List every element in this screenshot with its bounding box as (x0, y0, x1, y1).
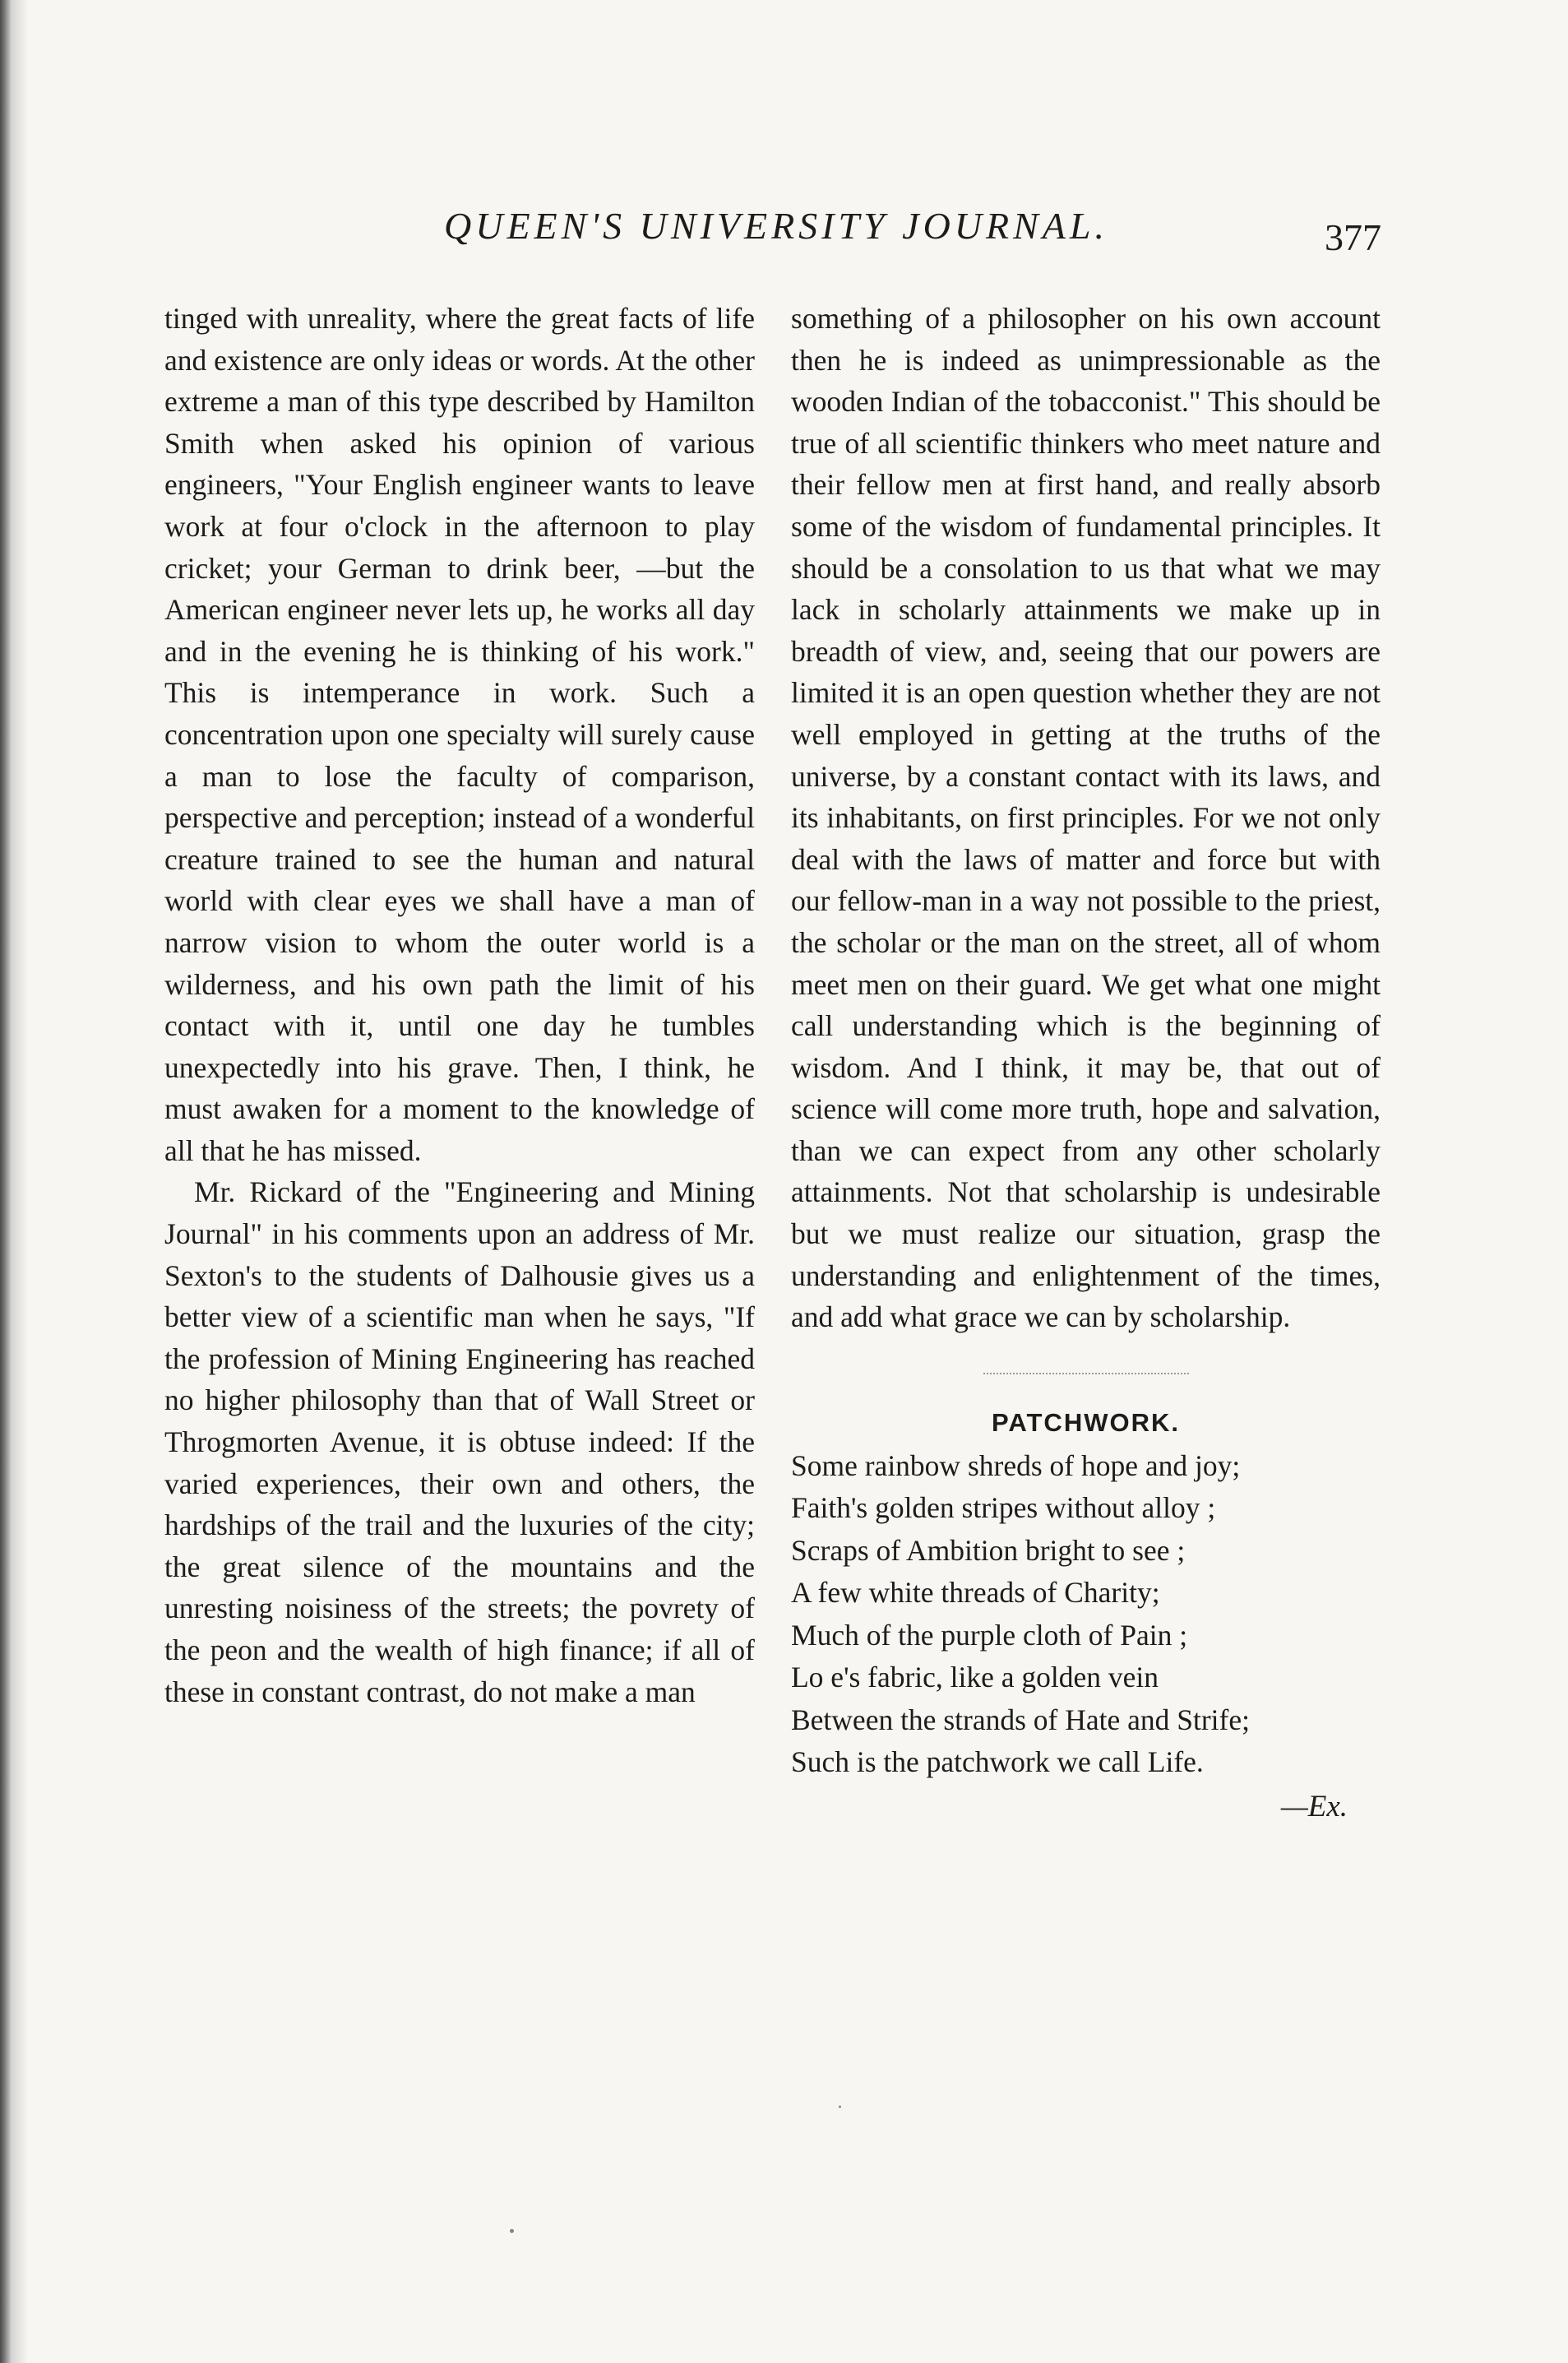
left-paragraph-1: tinged with unreality, where the great facts of life and existence are only ideas or words. At the other extreme a man of this type described by Hamilton Smith when asked his opinion of various engineers, "Your English engineer wants to leave work at four o'clock in the afternoon to play cricket; your German to drink beer, —but the American engineer never lets up, he works all day and in the evening he is thinking of his work." This is intemperance in work. Such a concentration upon one specialty will surely cause a man to lose the faculty of comparison, perspective and perception; instead of a wonderful creature trained to see the human and natural world with clear eyes we shall have a man of narrow vision to whom the outer world is a wilderness, and his own path the limit of his contact with it, until one day he tumbles unexpectedly into his grave. Then, I think, he must awaken for a moment to the knowledge of all that he has missed. (164, 302, 755, 1167)
print-speck (510, 2229, 514, 2233)
section-divider (983, 1373, 1189, 1374)
page-binding-edge (0, 0, 28, 2363)
right-column (791, 298, 1381, 1830)
left-paragraph-2: Mr. Rickard of the "Engineering and Mining Journal" in his comments upon an address of Mr. Sexton's to the students of Dalhousie gives us a better view of a scientific man when he says, "If the profession of Mining Engineering has reached no higher philosophy than that of Wall Street or Throgmorten Avenue, it is obtuse indeed: If the varied experiences, their own and others, the hardships of the trail and the luxuries of the city; the great silence of the mountains and the unresting noisiness of the streets; the povrety of the peon and the wealth of high finance; if all of these in constant contrast, do not make a man (164, 1175, 755, 1708)
right-paragraph-1: something of a philosopher on his own account then he is indeed as unimpressionable as the wooden Indian of the tobacconist." This should be true of all scientific thinkers who meet nature and their fellow men at first hand, and really absorb some of the wisdom of fundamental principles. It should be a consolation to us that what we may lack in scholarly attainments we make up in breadth of view, and, seeing that our powers are limited it is an open question whether they are not well employed in getting at the truths of the universe, by a constant contact with its laws, and its inhabitants, on first principles. For we not only deal with the laws of matter and force but with our fellow-man in a way not possible to the priest, the scholar or the man on the street, all of whom meet men on their guard. We get what one might call understanding which is the beginning of wisdom. And I think, it may be, that out of science will come more truth, hope and salvation, than we can expect from any other scholarly attainments. Not that scholarship is undesirable but we must realize our situation, grasp the understanding and enlightenment of the times, and add what grace we can by scholarship. (791, 302, 1381, 1334)
page-number: 377 (1325, 216, 1381, 258)
journal-title: QUEEN'S UNIVERSITY JOURNAL. (444, 205, 1108, 247)
poem-line: A few white threads of Charity; (791, 1576, 1160, 1610)
poem-title: PATCHWORK. (992, 1407, 1180, 1437)
poem-line: Faith's golden stripes without alloy ; (791, 1491, 1216, 1525)
poem-line: Some rainbow shreds of hope and joy; (791, 1448, 1241, 1482)
poem-line: Scraps of Ambition bright to see ; (791, 1533, 1186, 1567)
left-column (164, 298, 755, 1712)
poem-line: Between the strands of Hate and Strife; (791, 1703, 1250, 1736)
poem-line: Lo e's fabric, like a golden vein (791, 1661, 1159, 1694)
page-header (444, 197, 1381, 263)
poem-line: Such is the patchwork we call Life. (791, 1745, 1204, 1779)
poem (791, 1404, 1381, 1830)
poem-attribution: —Ex. (1280, 1789, 1348, 1823)
poem-line: Much of the purple cloth of Pain ; (791, 1618, 1188, 1652)
print-speck (839, 2106, 841, 2108)
